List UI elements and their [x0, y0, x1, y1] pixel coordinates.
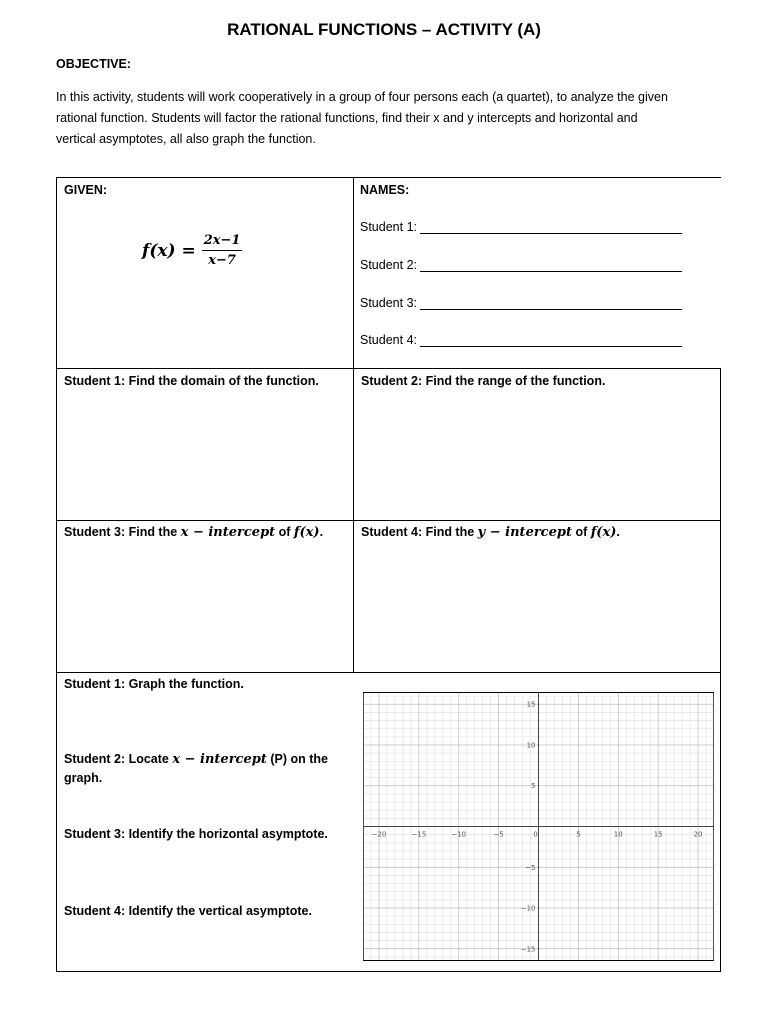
x-intercept-cell[interactable] — [56, 520, 354, 673]
x-tick-label: 5 — [576, 830, 581, 839]
y-tick-label: 15 — [526, 700, 536, 709]
y-tick-label: −10 — [520, 904, 536, 913]
x-tick-label: 10 — [613, 830, 623, 839]
y-tick-label: 10 — [526, 741, 536, 750]
function-fraction — [202, 233, 243, 268]
y-intercept-cell[interactable] — [353, 520, 721, 673]
x-intercept-prefix: Student 3: Find the — [64, 525, 181, 539]
student-3-label: Student 3: — [360, 296, 417, 310]
graph-section — [56, 672, 721, 972]
y-intercept-task-label — [361, 525, 620, 540]
student-1-name-field[interactable] — [420, 220, 682, 234]
page-title: RATIONAL FUNCTIONS – ACTIVITY (A) — [227, 20, 541, 39]
given-cell — [56, 177, 354, 369]
function-numerator: 2x−1 — [203, 233, 241, 248]
y-intercept-period: . — [616, 525, 620, 539]
coordinate-grid[interactable] — [363, 692, 714, 961]
x-tick-label: 15 — [653, 830, 663, 839]
function-denominator: x−7 — [202, 250, 243, 268]
student-4-name-field[interactable] — [420, 333, 682, 347]
graph-task-s1: Student 1: Graph the function. — [64, 677, 244, 691]
given-label: GIVEN: — [64, 183, 108, 197]
graph-task-s2 — [64, 750, 349, 788]
x-tick-label: −5 — [493, 830, 504, 839]
student-3-name-field[interactable] — [420, 296, 682, 310]
given-function — [142, 233, 242, 268]
graph-task-s4: Student 4: Identify the vertical asymptote. — [64, 904, 312, 918]
student-4-name-row — [360, 333, 682, 347]
x-intercept-of: of — [275, 525, 294, 539]
x-intercept-task-label — [64, 525, 323, 540]
objective-text: In this activity, students will work cooperatively in a group of four persons each (a quartet), to analyze the given rational function. Students will factor the rational functions, find their x and y intercepts and horizontal and vertical asymptotes, all also graph the function. — [56, 90, 668, 146]
student-1-name-row — [360, 220, 682, 234]
student-3-name-row — [360, 296, 682, 310]
x-intercept-math: x − intercept — [180, 525, 276, 540]
student-2-label: Student 2: — [360, 258, 417, 272]
y-intercept-math: y − intercept — [477, 525, 572, 540]
x-tick-label: −20 — [371, 830, 387, 839]
y-intercept-of: of — [571, 525, 591, 539]
objective-label: OBJECTIVE: — [56, 57, 132, 71]
x-intercept-fx: f(x) — [293, 525, 320, 540]
range-task-label: Student 2: Find the range of the function. — [361, 374, 606, 388]
graph-task-s2-math: x − intercept — [172, 752, 267, 767]
y-intercept-prefix: Student 4: Find the — [361, 525, 478, 539]
x-intercept-period: . — [319, 525, 324, 539]
names-section — [353, 177, 721, 370]
domain-task-label: Student 1: Find the domain of the function. — [64, 374, 319, 388]
graph-task-s2-suffix: (P) on the graph. — [64, 752, 328, 785]
function-lhs: f(x) = — [142, 240, 196, 261]
student-2-name-row — [360, 258, 682, 272]
x-tick-label: −15 — [411, 830, 427, 839]
graph-task-s3: Student 3: Identify the horizontal asymptote. — [64, 827, 328, 841]
student-2-name-field[interactable] — [420, 258, 682, 272]
range-cell[interactable] — [353, 368, 721, 521]
graph-task-s2-prefix: Student 2: Locate — [64, 752, 173, 766]
y-tick-label: −5 — [525, 863, 536, 872]
x-tick-label: 0 — [533, 830, 538, 839]
student-4-label: Student 4: — [360, 333, 417, 347]
student-1-label: Student 1: — [360, 220, 417, 234]
y-tick-label: −15 — [520, 945, 536, 954]
y-intercept-fx: f(x) — [590, 525, 617, 540]
x-tick-label: −10 — [451, 830, 467, 839]
names-label: NAMES: — [360, 183, 410, 197]
y-tick-label: 5 — [531, 782, 536, 791]
domain-cell[interactable] — [56, 368, 354, 521]
x-tick-label: 20 — [693, 830, 703, 839]
